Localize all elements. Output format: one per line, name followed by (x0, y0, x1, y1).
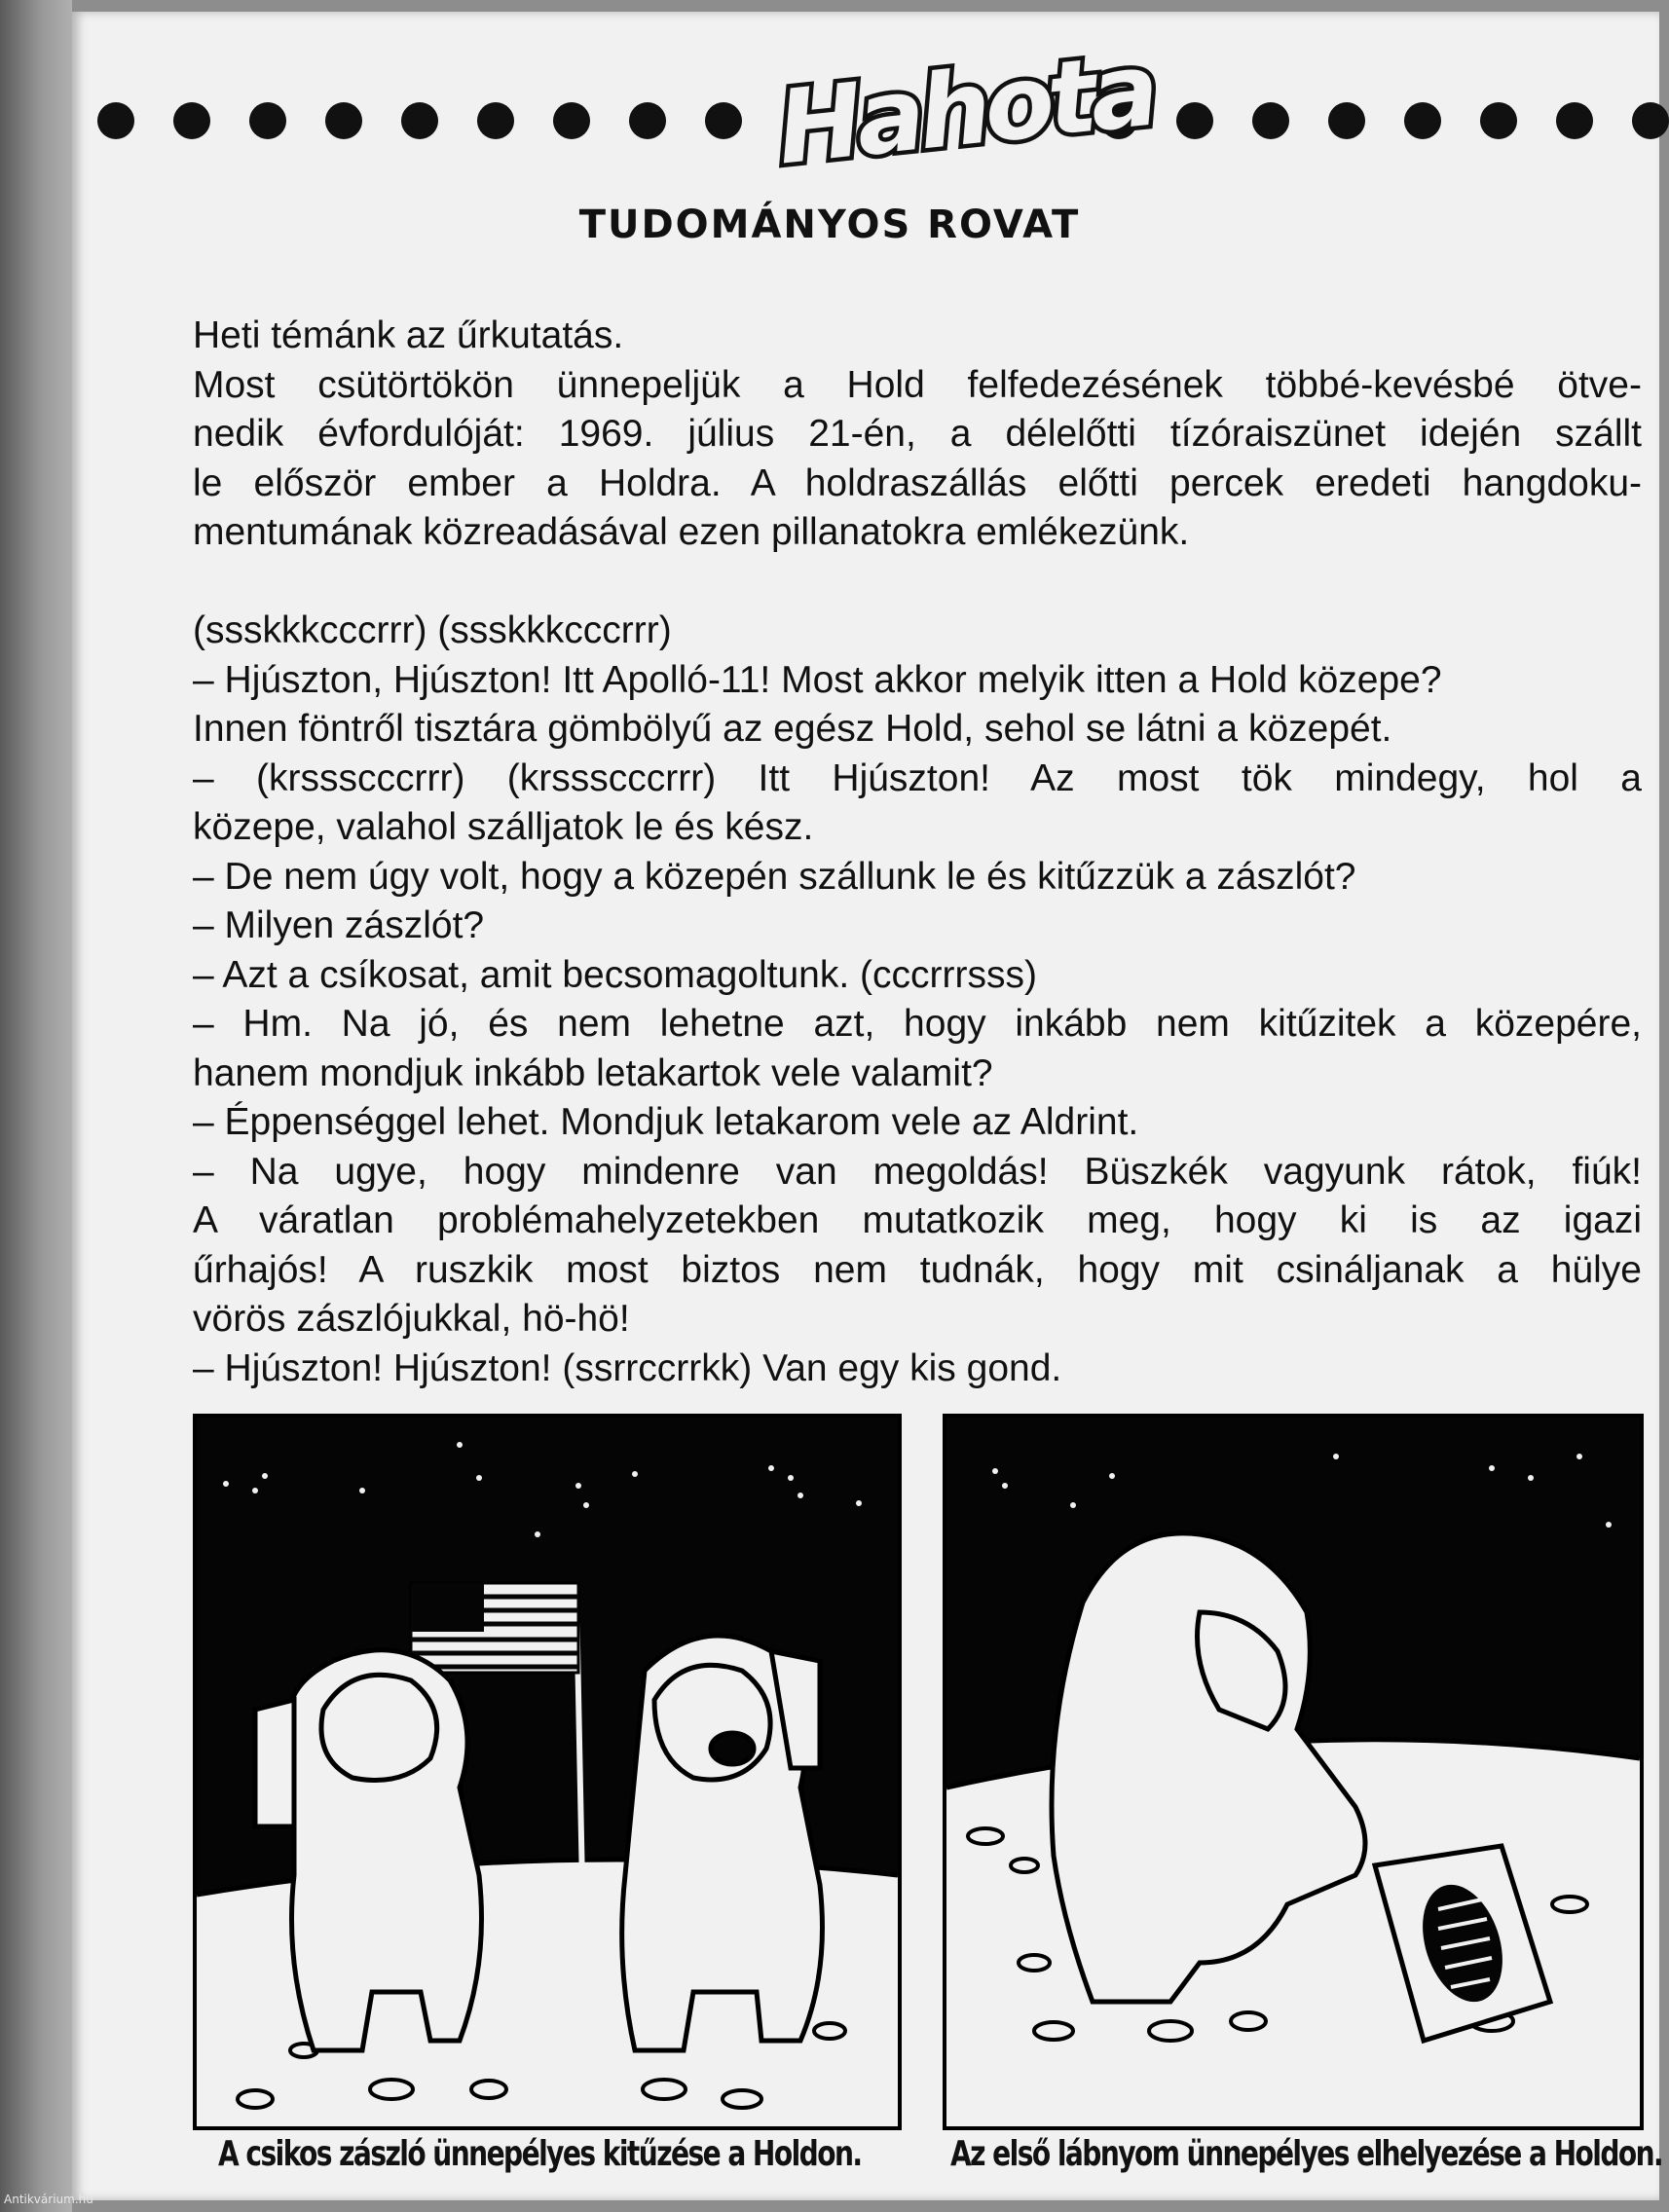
decorative-dot (477, 102, 514, 139)
decorative-dot (705, 102, 742, 139)
article-line: – Milyen zászlót? (193, 904, 485, 946)
decorative-dot (1252, 102, 1289, 139)
comic-flag-drawing (197, 1418, 898, 2126)
article-line: – (krssscccrrr) (krssscccrrr) Itt Hjúszton! Az most tök mindegy, hol a (193, 756, 1642, 799)
hahota-logo (769, 29, 1159, 188)
decorative-dot (553, 102, 590, 139)
article-line: A váratlan problémahelyzetekben mutatkozik meg, hogy ki is az igazi (193, 1199, 1642, 1241)
decorative-dot (1176, 102, 1213, 139)
decorative-dot (1632, 102, 1669, 139)
decorative-dot (1404, 102, 1441, 139)
astronaut-right (622, 1636, 823, 2050)
article-line: hanem mondjuk inkább letakartok vele valamit? (193, 1051, 993, 1094)
article-body (193, 312, 1642, 1393)
logo-text: Hahota (771, 29, 1159, 188)
article-line: űrhajós! A ruszkik most biztos nem tudnák, hogy mit csináljanak a hülye (193, 1248, 1642, 1291)
article-line: – Éppenséggel lehet. Mondjuk letakarom vele az Aldrint. (193, 1101, 1139, 1143)
comic-panel-flag (193, 1414, 902, 2130)
section-title: TUDOMÁNYOS ROVAT (578, 203, 1081, 247)
comic-caption-left: A csikos zászló ünnepélyes kitűzése a Holdon. (218, 2134, 862, 2174)
article-line: nedik évfordulóját: 1969. július 21-én, a délelőtti tízóraiszünet idején szállt (193, 413, 1642, 455)
article-line: – Hjúszton, Hjúszton! Itt Apolló-11! Most akkor melyik itten a Hold közepe? (193, 658, 1442, 701)
article-line: vörös zászlójukkal, hö-hö! (193, 1298, 630, 1340)
article-line: mentumának közreadásával ezen pillanatokra emlékezünk. (193, 511, 1190, 553)
watermark: Antikvárium.hu (4, 2193, 93, 2206)
article-line: – Hm. Na jó, és nem lehetne azt, hogy inkább nem kitűzitek a közepére, (193, 1003, 1642, 1045)
comic-panel-footprint (943, 1414, 1644, 2130)
decorative-dot (325, 102, 362, 139)
decorative-dot (1480, 102, 1517, 139)
article-line: – Azt a csíkosat, amit becsomagoltunk. (cccrrrsss) (193, 953, 1037, 996)
article-line: (ssskkkcccrrr) (ssskkkcccrrr) (193, 609, 672, 651)
decorative-dot (249, 102, 286, 139)
article-line: Innen föntről tisztára gömbölyű az egész Hold, sehol se látni a közepét. (193, 708, 1392, 750)
article-line: le először ember a Holdra. A holdraszállás előtti percek eredeti hangdoku- (193, 461, 1642, 504)
comic-footprint-drawing (946, 1418, 1640, 2126)
article-line: – Na ugye, hogy mindenre van megoldás! Büszkék vagyunk rátok, fiúk! (193, 1150, 1642, 1193)
article-line: – De nem úgy volt, hogy a közepén szállunk le és kitűzzük a zászlót? (193, 855, 1356, 898)
decorative-dot (629, 102, 666, 139)
article-line: – Hjúszton! Hjúszton! (ssrrccrrkk) Van egy kis gond. (193, 1346, 1062, 1389)
decorative-dot (1556, 102, 1593, 139)
paragraph-spacer (193, 558, 1642, 608)
decorative-dot (173, 102, 210, 139)
page-binding-edge (0, 0, 72, 2212)
article-line: közepe, valahol szálljatok le és kész. (193, 806, 814, 848)
decorative-dot (1328, 102, 1365, 139)
article-line: Heti témánk az űrkutatás. (193, 314, 624, 356)
decorative-dot (97, 102, 134, 139)
decorative-dot (401, 102, 438, 139)
article-line: Most csütörtökön ünnepeljük a Hold felfedezésének többé-kevésbé ötve- (193, 363, 1642, 406)
comic-caption-right: Az első lábnyom ünnepélyes elhelyezése a Holdon. (950, 2134, 1663, 2174)
